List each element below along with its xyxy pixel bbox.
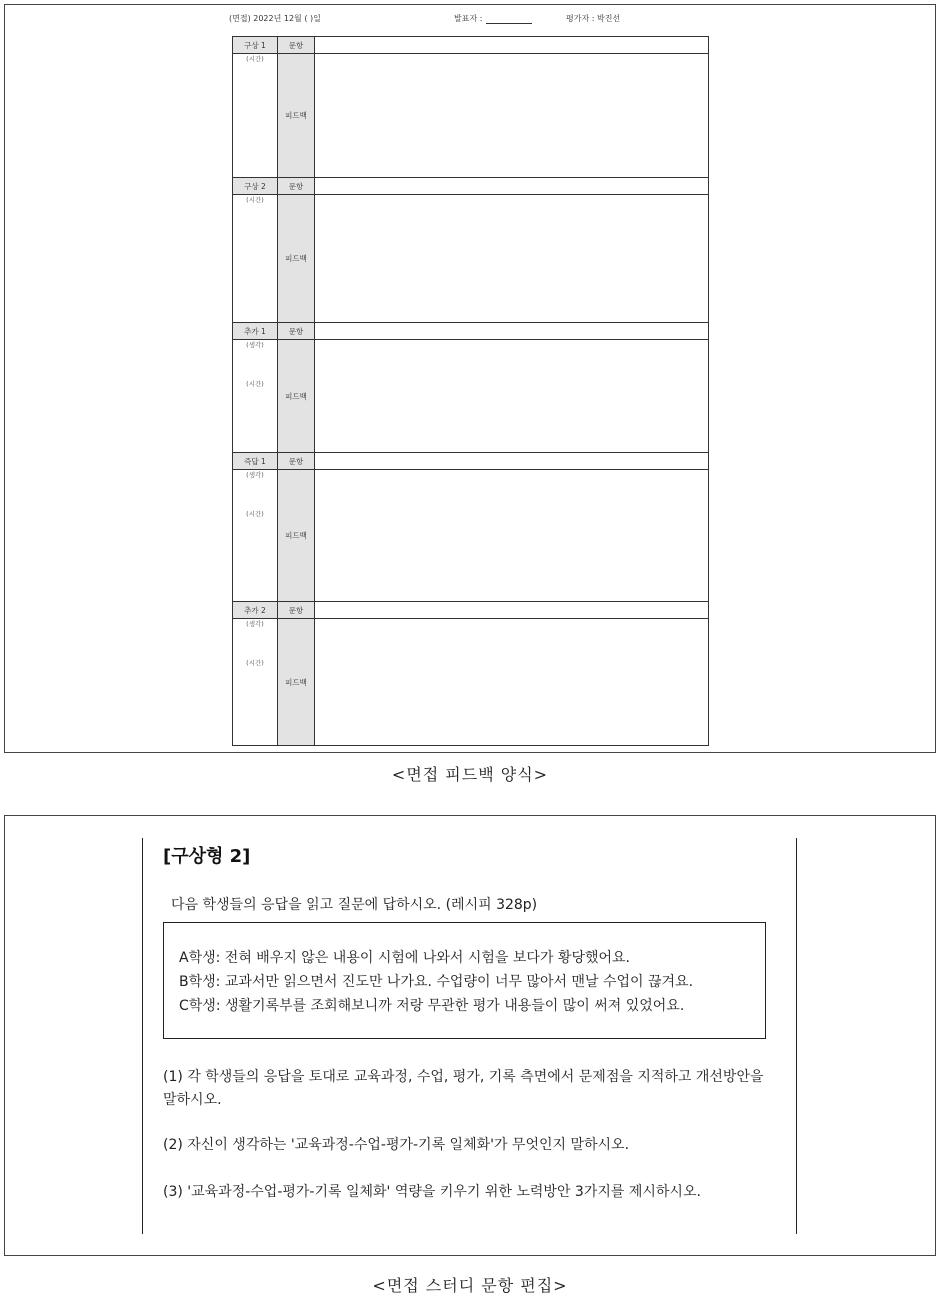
- notes-cell: [233, 470, 278, 602]
- section-header-row: [233, 178, 709, 195]
- note-label: (생각): [246, 620, 264, 628]
- presenter-field: [454, 13, 482, 24]
- interview-date: (면접) 2022년 12월 ( )일: [229, 14, 321, 23]
- notes-cell: [233, 340, 278, 453]
- student-a-response: A학생: 전혀 배우지 않은 내용이 시험에 나와서 시험을 보다가 황당했어요.: [179, 950, 630, 966]
- presenter-label: 발표자 :: [454, 14, 483, 23]
- question-label: 문항: [278, 37, 315, 54]
- question-label: 문항: [278, 323, 315, 340]
- note-label: (생각): [246, 471, 264, 479]
- section-body-row: [233, 340, 709, 453]
- student-c-response: C학생: 생활기록부를 조회해보니까 저랑 무관한 평가 내용들이 많이 써져 있었어요.: [179, 998, 685, 1014]
- question-2: (2) 자신이 생각하는 '교육과정-수업-평가-기록 일체화'가 무엇인지 말하시오.: [163, 1137, 630, 1153]
- feedback-label: 피드백: [278, 619, 315, 746]
- section-header-row: [233, 323, 709, 340]
- feedback-cell: [315, 195, 709, 323]
- notes-cell: [233, 195, 278, 323]
- question-cell: [315, 323, 709, 340]
- feedback-form-panel: [4, 4, 936, 753]
- section-header-row: [233, 37, 709, 54]
- note-label: (시간): [246, 510, 264, 518]
- question-label: 문항: [278, 453, 315, 470]
- feedback-label: 피드백: [278, 340, 315, 453]
- notes-cell: [233, 619, 278, 746]
- feedback-table: [232, 36, 709, 746]
- section-body-row: [233, 619, 709, 746]
- section-body-row: [233, 54, 709, 178]
- question-cell: [315, 453, 709, 470]
- section-header-row: [233, 453, 709, 470]
- form-caption: <면접 피드백 양식>: [391, 765, 549, 784]
- section-label: 추가 1: [233, 323, 278, 340]
- note-label: (시간): [246, 380, 264, 388]
- feedback-cell: [315, 470, 709, 602]
- question-title: [구상형 2]: [163, 846, 251, 867]
- note-label: (시간): [246, 196, 264, 204]
- study-question-panel: [4, 815, 936, 1256]
- note-label: (시간): [246, 55, 264, 63]
- section-body-row: [233, 470, 709, 602]
- section-body-row: [233, 195, 709, 323]
- presenter-blank: [486, 15, 532, 24]
- section-label: 구상 2: [233, 178, 278, 195]
- question-cell: [315, 602, 709, 619]
- question-3: (3) '교육과정-수업-평가-기록 일체화' 역량을 키우기 위한 노력방안 3가지를 제시하시오.: [163, 1184, 701, 1200]
- notes-cell: [233, 54, 278, 178]
- section-label: 즉답 1: [233, 453, 278, 470]
- right-margin-line: [796, 838, 797, 1234]
- section-header-row: [233, 602, 709, 619]
- note-label: (생각): [246, 341, 264, 349]
- left-margin-line: [142, 838, 143, 1234]
- question-cell: [315, 178, 709, 195]
- question-label: 문항: [278, 602, 315, 619]
- form-header: [5, 11, 935, 27]
- question-cell: [315, 37, 709, 54]
- evaluator: 평가자 : 박진선: [566, 14, 621, 23]
- feedback-cell: [315, 54, 709, 178]
- question-1: (1) 각 학생들의 응답을 토대로 교육과정, 수업, 평가, 기록 측면에서 문제점을 지적하고 개선방안을 말하시오.: [163, 1069, 764, 1108]
- feedback-cell: [315, 619, 709, 746]
- feedback-label: 피드백: [278, 470, 315, 602]
- question-intro: 다음 학생들의 응답을 읽고 질문에 답하시오. (레시피 328p): [171, 897, 538, 913]
- section-label: 추가 2: [233, 602, 278, 619]
- feedback-label: 피드백: [278, 195, 315, 323]
- study-caption: <면접 스터디 문항 편집>: [372, 1276, 568, 1295]
- feedback-cell: [315, 340, 709, 453]
- note-label: (시간): [246, 659, 264, 667]
- section-label: 구상 1: [233, 37, 278, 54]
- question-label: 문항: [278, 178, 315, 195]
- student-responses-box: [163, 922, 766, 1039]
- student-b-response: B학생: 교과서만 읽으면서 진도만 나가요. 수업량이 너무 많아서 맨날 수업이 끊겨요.: [179, 974, 694, 990]
- feedback-label: 피드백: [278, 54, 315, 178]
